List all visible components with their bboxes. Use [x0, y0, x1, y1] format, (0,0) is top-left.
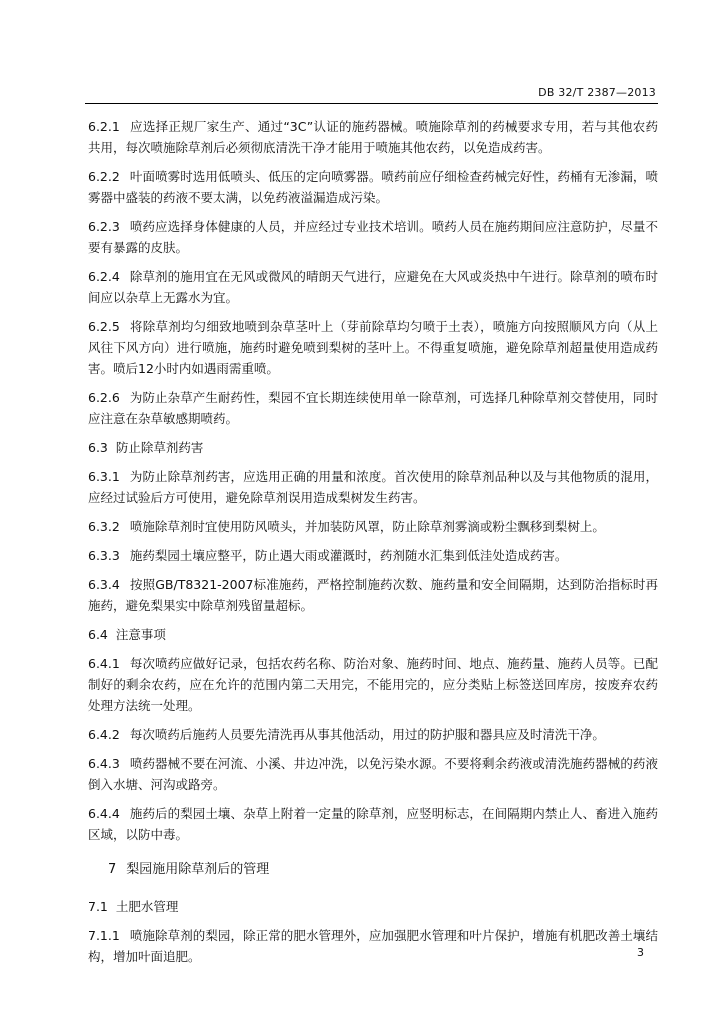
heading-title: 注意事项 [115, 627, 166, 642]
page-number: 3 [637, 946, 644, 959]
heading-6-3 [88, 437, 658, 458]
clause-text: 每次喷药应做好记录，包括农药名称、防治对象、施药时间、地点、施药量、施药人员等。已配制好的剩余农药，应在允许的范围内第二天用完，不能用完的，应分类贴上标签送回库房，按废弃农药处理方法统一处理。 [88, 656, 658, 713]
heading-7-1 [88, 896, 658, 917]
clause-6-2-2 [88, 166, 658, 208]
clause-number: 6.2.5 [88, 319, 120, 334]
document-code: DB 32/T 2387—2013 [538, 86, 656, 99]
heading-number: 7.1 [88, 899, 108, 914]
clause-number: 7.1.1 [88, 928, 120, 943]
clause-number: 6.4.2 [88, 727, 120, 742]
clause-text: 除草剂的施用宜在无风或微风的晴朗天气进行，应避免在大风或炎热中午进行。除草剂的喷布时间应以杂草上无露水为宜。 [88, 269, 658, 305]
clause-6-4-4 [88, 803, 658, 845]
clause-6-2-3 [88, 216, 658, 258]
clause-6-3-1 [88, 466, 658, 508]
clause-number: 6.3.2 [88, 519, 120, 534]
clause-text: 施药梨园土壤应整平，防止遇大雨或灌溉时，药剂随水汇集到低洼处造成药害。 [129, 548, 568, 563]
heading-title: 土肥水管理 [115, 899, 179, 914]
clause-text: 每次喷药后施药人员要先清洗再从事其他活动，用过的防护服和器具应及时清洗干净。 [129, 727, 605, 742]
clause-text: 喷施除草剂的梨园，除正常的肥水管理外，应加强肥水管理和叶片保护，增施有机肥改善土壤结构，增加叶面追肥。 [88, 928, 658, 964]
clause-text: 喷施除草剂时宜使用防风喷头，并加装防风罩，防止除草剂雾滴或粉尘飘移到梨树上。 [129, 519, 605, 534]
clause-6-2-4 [88, 266, 658, 308]
clause-6-2-6 [88, 387, 658, 429]
clause-text: 将除草剂均匀细致地喷到杂草茎叶上（芽前除草均匀喷于土表），喷施方向按照顺风方向（从上风往下风方向）进行喷施，施药时避免喷到梨树的茎叶上。不得重复喷施，避免除草剂超量使用造成药害。喷后12小时内如遇雨需重喷。 [88, 319, 658, 376]
chapter-number: 7 [108, 862, 117, 877]
clause-text: 按照GB/T8321-2007标准施药，严格控制施药次数、施药量和安全间隔期，达到防治指标时再施药，避免梨果实中除草剂残留量超标。 [88, 577, 658, 613]
clause-text: 喷药器械不要在河流、小溪、井边冲洗，以免污染水源。不要将剩余药液或清洗施药器械的药液倒入水塘、河沟或路旁。 [88, 756, 658, 792]
clause-text: 为防止除草剂药害，应选用正确的用量和浓度。首次使用的除草剂品种以及与其他物质的混用，应经过试验后方可使用，避免除草剂误用造成梨树发生药害。 [88, 469, 658, 505]
clause-number: 6.2.1 [88, 119, 120, 134]
header-rule [85, 103, 658, 104]
clause-6-2-5 [88, 316, 658, 379]
clause-number: 6.4.1 [88, 656, 120, 671]
clause-6-3-4 [88, 574, 658, 616]
clause-text: 为防止杂草产生耐药性，梨园不宜长期连续使用单一除草剂，可选择几种除草剂交替使用，同时应注意在杂草敏感期喷药。 [88, 390, 658, 426]
clause-6-4-3 [88, 753, 658, 795]
clause-number: 6.3.3 [88, 548, 120, 563]
clause-6-4-1 [88, 653, 658, 716]
clause-6-2-1 [88, 116, 658, 158]
heading-number: 6.4 [88, 627, 108, 642]
clause-number: 6.3.4 [88, 577, 120, 592]
clause-number: 6.2.4 [88, 269, 120, 284]
clause-number: 6.2.2 [88, 169, 120, 184]
clause-text: 施药后的梨园土壤、杂草上附着一定量的除草剂，应竖明标志，在间隔期内禁止人、畜进入施药区域，以防中毒。 [88, 806, 658, 842]
clause-7-1-1 [88, 925, 658, 967]
clause-text: 应选择正规厂家生产、通过“3C”认证的施药器械。喷施除草剂的药械要求专用，若与其他农药共用，每次喷施除草剂后必须彻底清洗干净才能用于喷施其他农药，以免造成药害。 [88, 119, 658, 155]
clause-text: 喷药应选择身体健康的人员，并应经过专业技术培训。喷药人员在施药期间应注意防护，尽量不要有暴露的皮肤。 [88, 219, 658, 255]
clause-6-3-3 [88, 545, 658, 566]
clause-number: 6.4.4 [88, 806, 120, 821]
heading-title: 防止除草剂药害 [115, 440, 204, 455]
clause-number: 6.4.3 [88, 756, 120, 771]
clause-number: 6.3.1 [88, 469, 120, 484]
heading-6-4 [88, 624, 658, 645]
clause-number: 6.2.6 [88, 390, 120, 405]
heading-number: 6.3 [88, 440, 108, 455]
clause-6-3-2 [88, 516, 658, 537]
clause-number: 6.2.3 [88, 219, 120, 234]
chapter-title: 梨园施用除草剂后的管理 [126, 862, 270, 877]
clause-6-4-2 [88, 724, 658, 745]
document-body [88, 116, 658, 975]
chapter-7-heading [88, 859, 658, 880]
clause-text: 叶面喷雾时选用低喷头、低压的定向喷雾器。喷药前应仔细检查药械完好性，药桶有无渗漏，喷雾器中盛装的药液不要太满，以免药液溢漏造成污染。 [88, 169, 658, 205]
